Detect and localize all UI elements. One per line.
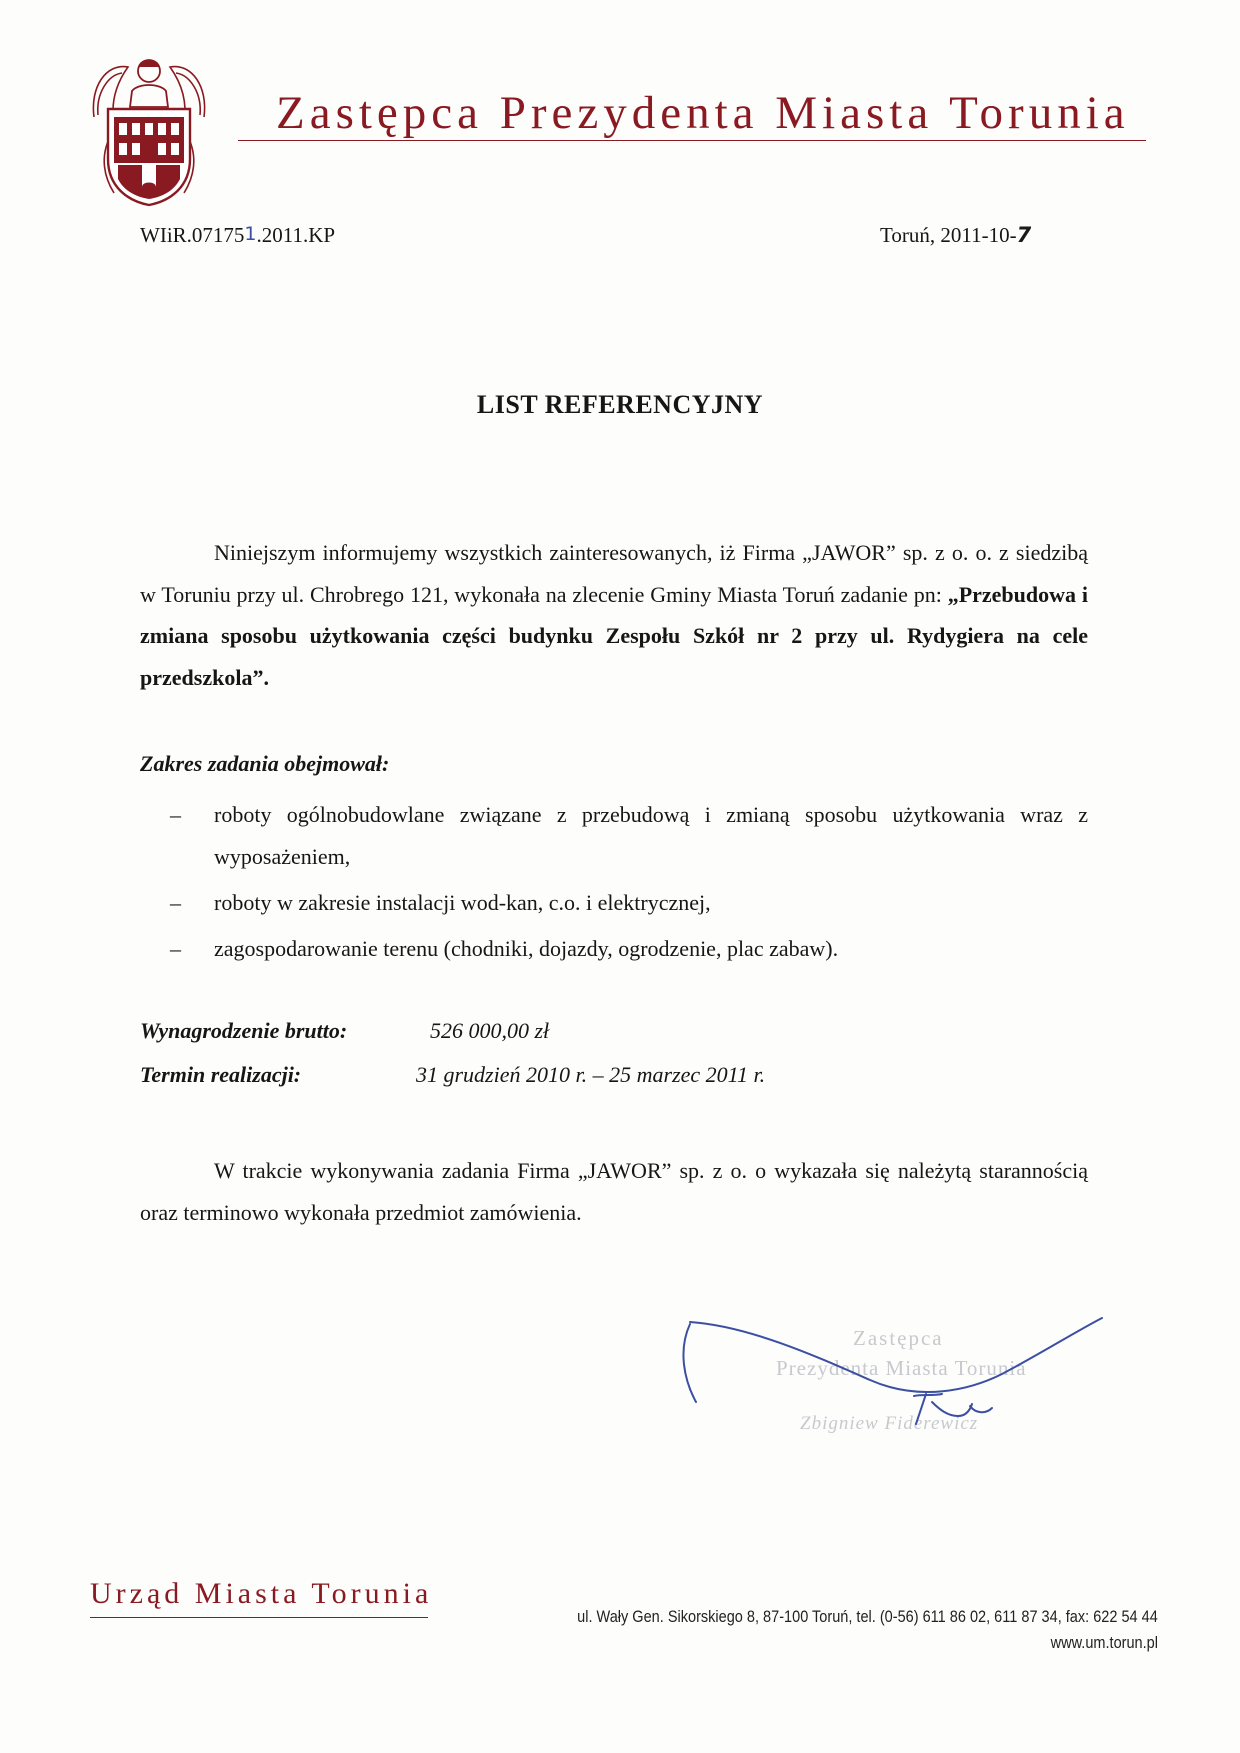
city-crest-logo <box>88 47 210 207</box>
payment-label: Wynagrodzenie brutto: <box>140 1018 348 1043</box>
handwritten-signature <box>670 1310 1110 1440</box>
footer-address: ul. Wały Gen. Sikorskiego 8, 87-100 Toruń, tel. (0-56) 611 86 02, 611 87 34, fax: 622 54 44 <box>577 1608 1158 1626</box>
closing-text: W trakcie wykonywania zadania Firma „JAWOR” sp. z o. o wykazała się należytą starannością oraz terminowo wykonała przedmiot zamówienia. <box>140 1158 1088 1225</box>
header-divider <box>238 140 1146 141</box>
list-item <box>140 928 1088 970</box>
date-handwritten-day: 7 <box>1016 223 1032 247</box>
list-dash: – <box>170 936 181 961</box>
document-title: LIST REFERENCYJNY <box>476 390 764 419</box>
list-item-text: zagospodarowanie terenu (chodniki, dojazdy, ogrodzenie, plac zabaw). <box>214 936 839 961</box>
list-item <box>140 794 1088 877</box>
stamp-line-name: Zbigniew Fiderewicz <box>800 1413 979 1434</box>
list-dash: – <box>170 890 181 915</box>
list-item-text: roboty w zakresie instalacji wod-kan, c.o. i elektrycznej, <box>214 890 711 915</box>
footer-title: Urząd Miasta Torunia <box>90 1577 433 1610</box>
reference-suffix: .2011.KP <box>256 223 336 247</box>
intro-text: Niniejszym informujemy wszystkich zainteresowanych, iż Firma „JAWOR” sp. z o. o. z siedzibą w Toruniu przy ul. Chrobrego 121, wykonała na zlecenie Gminy Miasta Toruń zadanie pn: <box>140 540 1088 607</box>
list-item <box>140 882 1088 924</box>
reference-prefix: WIiR.07175 <box>140 223 245 247</box>
scope-heading: Zakres zadania obejmował: <box>140 751 390 776</box>
stamp-line-office: Prezydenta Miasta Torunia <box>776 1356 1027 1380</box>
closing-paragraph <box>140 1150 1088 1233</box>
payment-value: 526 000,00 zł <box>430 1018 550 1043</box>
stamp-line-title: Zastępca <box>853 1326 944 1350</box>
intro-paragraph <box>140 532 1088 698</box>
document-date <box>880 223 1031 248</box>
list-item-text: roboty ogólnobudowlane związane z przebudową i zmianą sposobu użytkowania wraz z wyposażeniem, <box>214 802 1088 869</box>
list-dash: – <box>170 802 181 827</box>
header-title: Zastępca Prezydenta Miasta Torunia <box>276 87 1130 139</box>
reference-handwritten-digit: 1 <box>244 223 257 245</box>
footer-divider <box>90 1617 428 1618</box>
footer-website: www.um.torun.pl <box>1050 1634 1158 1652</box>
date-text: Toruń, 2011-10- <box>880 223 1017 247</box>
term-label: Termin realizacji: <box>140 1062 302 1087</box>
reference-number <box>140 223 335 248</box>
term-value: 31 grudzień 2010 r. – 25 marzec 2011 r. <box>416 1062 766 1087</box>
task-name: „Przebudowa i zmiana sposobu użytkowania części budynku Zespołu Szkół nr 2 przy ul. Rydygiera na cele przedszkola”. <box>140 581 1088 690</box>
